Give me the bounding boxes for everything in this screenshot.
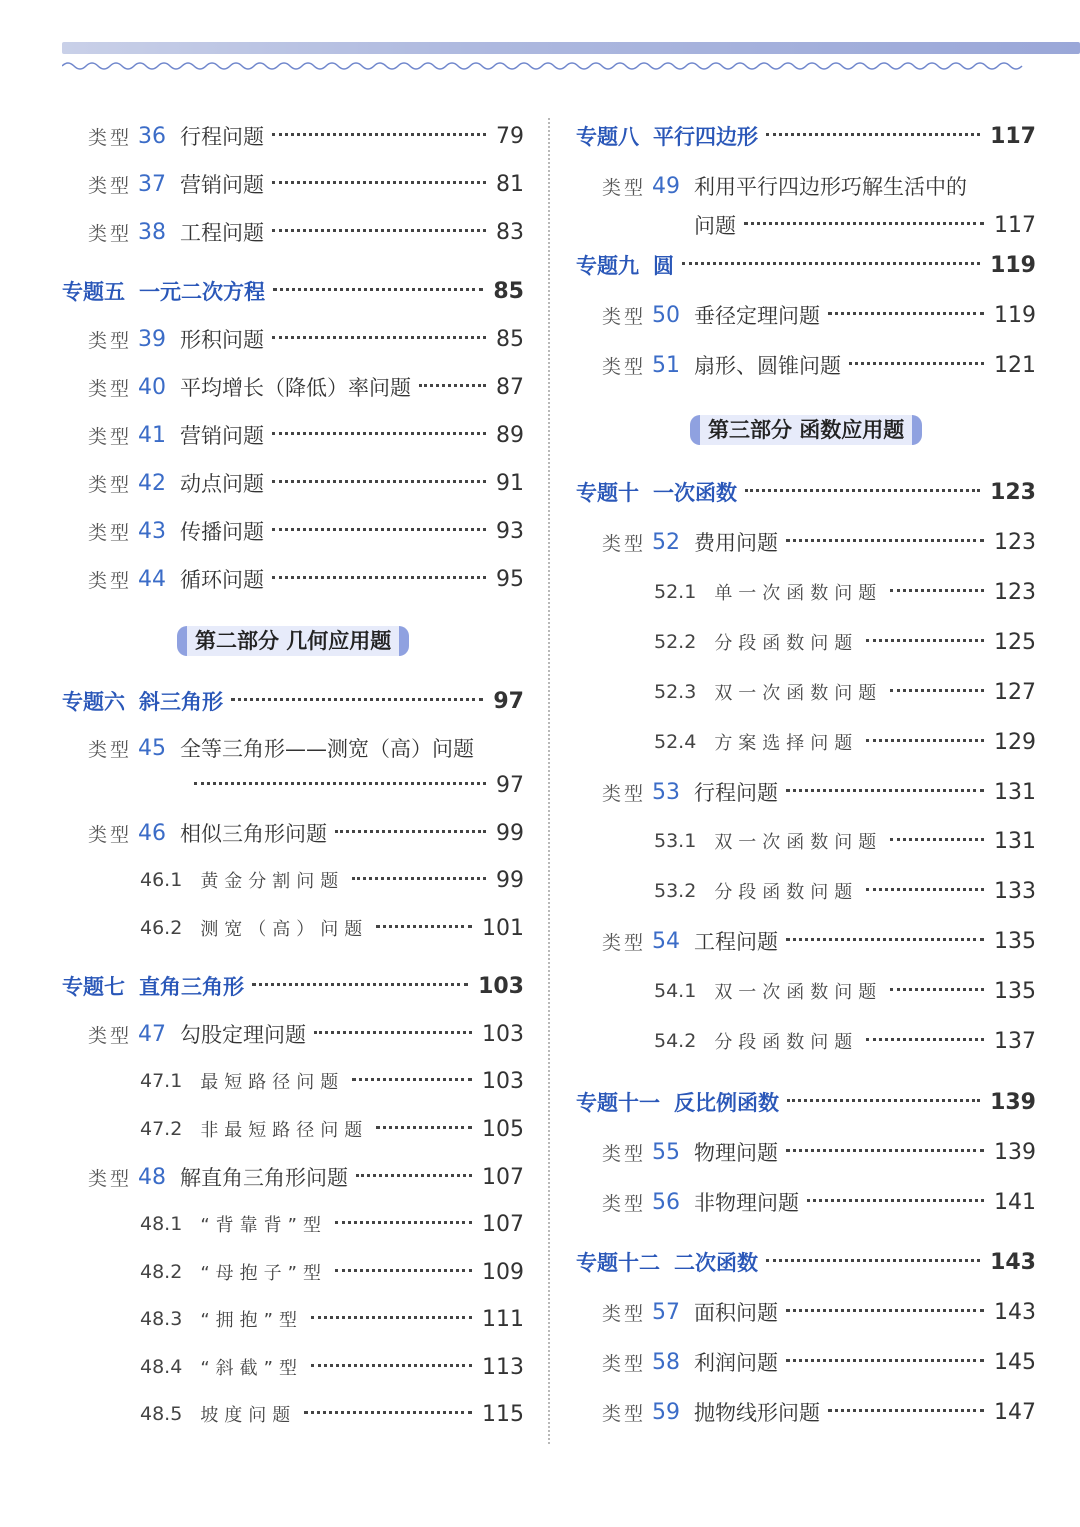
topic-title: 反比例函数 bbox=[674, 1091, 779, 1115]
page-number: 143 bbox=[994, 1299, 1036, 1325]
dot-leader bbox=[786, 1359, 984, 1362]
topic-heading bbox=[576, 1087, 779, 1117]
page-number: 95 bbox=[496, 566, 524, 592]
type-number: 54 bbox=[652, 928, 681, 954]
page-number: 121 bbox=[994, 352, 1036, 378]
topic-heading bbox=[576, 250, 674, 280]
type-title: 勾股定理问题 bbox=[180, 1023, 307, 1047]
type-title: 循环问题 bbox=[180, 568, 265, 592]
topic-title: 一次函数 bbox=[653, 481, 737, 505]
page-number: 97 bbox=[496, 772, 524, 798]
type-label: 类型 bbox=[88, 126, 133, 149]
dot-leader bbox=[272, 528, 486, 531]
toc-subentry[interactable] bbox=[140, 1299, 524, 1339]
page-number: 111 bbox=[482, 1306, 524, 1332]
part-heading bbox=[177, 624, 409, 658]
type-title: 扇形、圆锥问题 bbox=[694, 354, 842, 378]
topic-code: 专题十 bbox=[576, 481, 639, 505]
sub-title: 分段函数问题 bbox=[714, 1032, 859, 1053]
type-number: 50 bbox=[652, 302, 681, 328]
type-label: 类型 bbox=[602, 355, 647, 378]
sub-title: “拥抱”型 bbox=[200, 1310, 303, 1331]
type-number: 39 bbox=[138, 326, 167, 352]
type-title: 利润问题 bbox=[694, 1351, 779, 1375]
topic-title: 平行四边形 bbox=[653, 125, 758, 149]
topic-heading bbox=[62, 971, 244, 1001]
page-number: 119 bbox=[994, 302, 1036, 328]
type-title: 垂径定理问题 bbox=[694, 304, 821, 328]
dot-leader bbox=[786, 789, 984, 792]
type-number: 41 bbox=[138, 422, 167, 448]
page-number: 81 bbox=[496, 171, 524, 197]
sub-number: 48.2 bbox=[140, 1261, 183, 1283]
type-label: 类型 bbox=[88, 425, 133, 448]
toc-topic-entry[interactable] bbox=[576, 472, 1036, 512]
sub-title: 黄金分割问题 bbox=[200, 871, 345, 892]
dot-leader bbox=[194, 782, 486, 785]
page-number: 117 bbox=[990, 123, 1036, 149]
topic-heading bbox=[62, 276, 265, 306]
toc-subentry[interactable] bbox=[140, 1109, 524, 1149]
toc-subentry[interactable] bbox=[140, 1252, 524, 1292]
sub-number: 48.3 bbox=[140, 1308, 183, 1330]
topic-code: 专题五 bbox=[62, 280, 125, 304]
type-title: 非物理问题 bbox=[694, 1191, 800, 1215]
type-title: 物理问题 bbox=[694, 1141, 779, 1165]
page-number: 135 bbox=[994, 978, 1036, 1004]
continuation-text: 问题 bbox=[694, 214, 736, 238]
type-number: 36 bbox=[138, 123, 167, 149]
page-number: 103 bbox=[482, 1068, 524, 1094]
dot-leader bbox=[272, 432, 486, 435]
page-number: 131 bbox=[994, 828, 1036, 854]
dot-leader bbox=[272, 229, 486, 232]
type-title: 相似三角形问题 bbox=[180, 822, 328, 846]
type-number: 37 bbox=[138, 171, 167, 197]
toc-subentry[interactable] bbox=[654, 572, 1036, 612]
page-number: 145 bbox=[994, 1349, 1036, 1375]
dot-leader bbox=[272, 480, 486, 483]
type-title: 利用平行四边形巧解生活中的 bbox=[694, 175, 968, 199]
page-number: 123 bbox=[994, 579, 1036, 605]
toc-type-entry[interactable] bbox=[602, 1132, 1036, 1172]
type-title: 抛物线形问题 bbox=[694, 1401, 821, 1425]
page-number: 99 bbox=[496, 820, 524, 846]
dot-leader bbox=[352, 877, 486, 880]
sub-number: 48.5 bbox=[140, 1403, 183, 1425]
wavy-rule bbox=[62, 60, 1080, 72]
type-label: 类型 bbox=[602, 931, 647, 954]
type-label: 类型 bbox=[88, 521, 133, 544]
dot-leader bbox=[231, 698, 483, 701]
dot-leader bbox=[787, 1099, 980, 1102]
sub-title: 分段函数问题 bbox=[714, 633, 859, 654]
page-number: 113 bbox=[482, 1354, 524, 1380]
toc-subentry[interactable] bbox=[140, 1061, 524, 1101]
sub-title: 最短路径问题 bbox=[200, 1072, 345, 1093]
toc-type-entry[interactable] bbox=[88, 511, 524, 551]
type-label: 类型 bbox=[602, 1402, 647, 1425]
type-number: 53 bbox=[652, 779, 681, 805]
type-number: 56 bbox=[652, 1189, 681, 1215]
page-number: 131 bbox=[994, 779, 1036, 805]
dot-leader bbox=[356, 1174, 472, 1177]
dot-leader bbox=[352, 1078, 472, 1081]
type-label: 类型 bbox=[602, 782, 647, 805]
toc-type-entry[interactable] bbox=[88, 1157, 524, 1197]
toc-type-entry[interactable] bbox=[602, 1182, 1036, 1222]
page-number: 141 bbox=[994, 1189, 1036, 1215]
page-number: 103 bbox=[482, 1021, 524, 1047]
dot-leader bbox=[828, 1409, 984, 1412]
banner-cap-left bbox=[177, 626, 187, 656]
toc-topic-entry[interactable] bbox=[576, 245, 1036, 285]
sub-title: 坡度问题 bbox=[200, 1405, 297, 1426]
page-number: 137 bbox=[994, 1028, 1036, 1054]
sub-number: 47.2 bbox=[140, 1118, 183, 1140]
type-number: 59 bbox=[652, 1399, 681, 1425]
page-number: 97 bbox=[493, 688, 524, 714]
page-number: 135 bbox=[994, 928, 1036, 954]
toc-type-entry[interactable] bbox=[88, 319, 524, 359]
dot-leader bbox=[786, 539, 984, 542]
page-number: 83 bbox=[496, 219, 524, 245]
page-number: 123 bbox=[990, 479, 1036, 505]
toc-topic-entry[interactable] bbox=[576, 116, 1036, 156]
sub-number: 52.4 bbox=[654, 731, 697, 753]
type-label: 类型 bbox=[88, 329, 133, 352]
sub-title: 双一次函数问题 bbox=[714, 683, 883, 704]
type-title: 营销问题 bbox=[180, 424, 265, 448]
type-title: 形积问题 bbox=[180, 328, 265, 352]
type-label: 类型 bbox=[88, 1167, 133, 1190]
dot-leader bbox=[866, 1038, 984, 1041]
dot-leader bbox=[890, 988, 984, 991]
toc-topic-entry[interactable] bbox=[62, 271, 524, 311]
sub-title: 双一次函数问题 bbox=[714, 982, 883, 1003]
page-number: 85 bbox=[496, 326, 524, 352]
toc-continuation[interactable] bbox=[186, 765, 524, 805]
type-title: 平均增长（降低）率问题 bbox=[180, 376, 412, 400]
page-number: 101 bbox=[482, 915, 524, 941]
toc-type-entry[interactable] bbox=[88, 463, 524, 503]
toc-subentry[interactable] bbox=[654, 1021, 1036, 1061]
sub-number: 46.2 bbox=[140, 917, 183, 939]
toc-subentry[interactable] bbox=[654, 722, 1036, 762]
type-number: 45 bbox=[138, 735, 167, 761]
toc-type-entry[interactable] bbox=[602, 345, 1036, 385]
dot-leader bbox=[786, 938, 984, 941]
toc-subentry[interactable] bbox=[654, 821, 1036, 861]
page-number: 139 bbox=[990, 1089, 1036, 1115]
page-number: 107 bbox=[482, 1164, 524, 1190]
topic-title: 一元二次方程 bbox=[139, 280, 265, 304]
dot-leader bbox=[252, 983, 468, 986]
page-number: 147 bbox=[994, 1399, 1036, 1425]
page-number: 143 bbox=[990, 1249, 1036, 1275]
type-label: 类型 bbox=[602, 532, 647, 555]
page-number: 85 bbox=[493, 278, 524, 304]
toc-type-entry[interactable] bbox=[88, 164, 524, 204]
banner-cap-left bbox=[690, 415, 700, 445]
column-divider bbox=[548, 118, 550, 1444]
dot-leader bbox=[376, 1126, 472, 1129]
page-number: 103 bbox=[478, 973, 524, 999]
type-number: 55 bbox=[652, 1139, 681, 1165]
topic-heading bbox=[576, 1247, 758, 1277]
toc-subentry[interactable] bbox=[140, 1204, 524, 1244]
sub-number: 52.3 bbox=[654, 681, 697, 703]
page-number: 91 bbox=[496, 470, 524, 496]
dot-leader bbox=[272, 336, 486, 339]
type-number: 51 bbox=[652, 352, 681, 378]
topic-code: 专题八 bbox=[576, 125, 639, 149]
topic-heading bbox=[62, 686, 223, 716]
topic-code: 专题九 bbox=[576, 254, 639, 278]
dot-leader bbox=[376, 925, 472, 928]
page-number: 133 bbox=[994, 878, 1036, 904]
toc-type-entry[interactable] bbox=[88, 559, 524, 599]
type-label: 类型 bbox=[88, 473, 133, 496]
sub-title: 分段函数问题 bbox=[714, 882, 859, 903]
page-number: 123 bbox=[994, 529, 1036, 555]
toc-type-entry[interactable] bbox=[88, 116, 524, 156]
page-number: 115 bbox=[482, 1401, 524, 1427]
page-number: 119 bbox=[990, 252, 1036, 278]
sub-title: 非最短路径问题 bbox=[200, 1120, 369, 1141]
page-number: 93 bbox=[496, 518, 524, 544]
type-number: 42 bbox=[138, 470, 167, 496]
sub-title: “斜截”型 bbox=[200, 1358, 303, 1379]
type-label: 类型 bbox=[602, 1192, 647, 1215]
dot-leader bbox=[744, 222, 984, 225]
type-label: 类型 bbox=[602, 1142, 647, 1165]
dot-leader bbox=[828, 312, 984, 315]
dot-leader bbox=[335, 1221, 472, 1224]
toc-topic-entry[interactable] bbox=[576, 1242, 1036, 1282]
sub-number: 52.1 bbox=[654, 581, 697, 603]
dot-leader bbox=[807, 1199, 984, 1202]
page-number: 139 bbox=[994, 1139, 1036, 1165]
toc-type-entry[interactable] bbox=[88, 728, 524, 768]
dot-leader bbox=[273, 288, 483, 291]
toc-subentry[interactable] bbox=[140, 1347, 524, 1387]
type-number: 57 bbox=[652, 1299, 681, 1325]
dot-leader bbox=[272, 133, 486, 136]
dot-leader bbox=[849, 362, 984, 365]
part-heading bbox=[690, 413, 922, 447]
toc-type-entry[interactable] bbox=[602, 1392, 1036, 1432]
sub-number: 47.1 bbox=[140, 1070, 183, 1092]
dot-leader bbox=[890, 689, 984, 692]
part-title: 第二部分 几何应用题 bbox=[187, 626, 399, 656]
toc-type-entry[interactable] bbox=[602, 1292, 1036, 1332]
toc-subentry[interactable] bbox=[654, 871, 1036, 911]
sub-number: 52.2 bbox=[654, 631, 697, 653]
toc-type-entry[interactable] bbox=[88, 367, 524, 407]
sub-number: 54.1 bbox=[654, 980, 697, 1002]
type-title: 工程问题 bbox=[180, 221, 265, 245]
page-number: 89 bbox=[496, 422, 524, 448]
type-label: 类型 bbox=[88, 174, 133, 197]
page-number: 125 bbox=[994, 629, 1036, 655]
type-label: 类型 bbox=[88, 569, 133, 592]
page-number: 117 bbox=[994, 212, 1036, 238]
part-title: 第三部分 函数应用题 bbox=[700, 415, 912, 445]
dot-leader bbox=[682, 262, 980, 265]
page-number: 109 bbox=[482, 1259, 524, 1285]
type-title: 营销问题 bbox=[180, 173, 265, 197]
type-title: 工程问题 bbox=[694, 930, 779, 954]
type-number: 58 bbox=[652, 1349, 681, 1375]
type-title: 面积问题 bbox=[694, 1301, 779, 1325]
page-number: 107 bbox=[482, 1211, 524, 1237]
type-label: 类型 bbox=[602, 1352, 647, 1375]
page-number: 127 bbox=[994, 679, 1036, 705]
topic-code: 专题七 bbox=[62, 975, 125, 999]
type-label: 类型 bbox=[88, 377, 133, 400]
toc-type-entry[interactable] bbox=[602, 166, 1036, 206]
dot-leader bbox=[866, 739, 984, 742]
type-number: 43 bbox=[138, 518, 167, 544]
toc-type-entry[interactable] bbox=[602, 921, 1036, 961]
sub-number: 54.2 bbox=[654, 1030, 697, 1052]
sub-title: “背靠背”型 bbox=[200, 1215, 327, 1236]
sub-title: “母抱子”型 bbox=[200, 1263, 327, 1284]
dot-leader bbox=[786, 1309, 984, 1312]
dot-leader bbox=[335, 1269, 472, 1272]
dot-leader bbox=[890, 838, 984, 841]
toc-type-entry[interactable] bbox=[602, 522, 1036, 562]
dot-leader bbox=[335, 830, 486, 833]
type-number: 38 bbox=[138, 219, 167, 245]
type-title: 行程问题 bbox=[694, 781, 779, 805]
sub-number: 53.1 bbox=[654, 830, 697, 852]
type-title: 动点问题 bbox=[180, 472, 265, 496]
type-number: 49 bbox=[652, 173, 681, 199]
sub-number: 48.1 bbox=[140, 1213, 183, 1235]
page-number: 129 bbox=[994, 729, 1036, 755]
page-number: 105 bbox=[482, 1116, 524, 1142]
toc-topic-entry[interactable] bbox=[62, 681, 524, 721]
type-label: 类型 bbox=[88, 823, 133, 846]
banner-cap-right bbox=[912, 415, 922, 445]
dot-leader bbox=[766, 1259, 980, 1262]
sub-title: 单一次函数问题 bbox=[714, 583, 883, 604]
type-label: 类型 bbox=[602, 176, 647, 199]
type-title: 费用问题 bbox=[694, 531, 779, 555]
dot-leader bbox=[304, 1411, 472, 1414]
type-label: 类型 bbox=[602, 305, 647, 328]
toc-type-entry[interactable] bbox=[88, 813, 524, 853]
type-number: 44 bbox=[138, 566, 167, 592]
topic-title: 直角三角形 bbox=[139, 975, 244, 999]
dot-leader bbox=[866, 888, 984, 891]
type-title: 行程问题 bbox=[180, 125, 265, 149]
toc-type-entry[interactable] bbox=[88, 415, 524, 455]
page-number: 87 bbox=[496, 374, 524, 400]
type-number: 48 bbox=[138, 1164, 167, 1190]
toc-topic-entry[interactable] bbox=[62, 966, 524, 1006]
dot-leader bbox=[311, 1316, 472, 1319]
banner-cap-right bbox=[399, 626, 409, 656]
toc-subentry[interactable] bbox=[140, 860, 524, 900]
type-title: 解直角三角形问题 bbox=[180, 1166, 349, 1190]
topic-title: 斜三角形 bbox=[139, 690, 223, 714]
sub-title: 双一次函数问题 bbox=[714, 832, 883, 853]
topic-heading bbox=[576, 121, 758, 151]
dot-leader bbox=[745, 489, 980, 492]
type-label: 类型 bbox=[88, 738, 133, 761]
type-label: 类型 bbox=[602, 1302, 647, 1325]
type-label: 类型 bbox=[88, 1024, 133, 1047]
toc-subentry[interactable] bbox=[654, 971, 1036, 1011]
topic-title: 二次函数 bbox=[674, 1251, 758, 1275]
type-number: 47 bbox=[138, 1021, 167, 1047]
topic-heading bbox=[576, 477, 737, 507]
page-number: 79 bbox=[496, 123, 524, 149]
toc-continuation[interactable] bbox=[694, 205, 1036, 245]
dot-leader bbox=[866, 639, 984, 642]
toc-subentry[interactable] bbox=[654, 672, 1036, 712]
sub-number: 53.2 bbox=[654, 880, 697, 902]
toc-type-entry[interactable] bbox=[602, 772, 1036, 812]
toc-subentry[interactable] bbox=[654, 622, 1036, 662]
topic-title: 圆 bbox=[653, 254, 674, 278]
dot-leader bbox=[419, 384, 486, 387]
dot-leader bbox=[786, 1149, 984, 1152]
type-number: 52 bbox=[652, 529, 681, 555]
sub-title: 方案选择问题 bbox=[714, 733, 859, 754]
dot-leader bbox=[314, 1031, 472, 1034]
dot-leader bbox=[272, 181, 486, 184]
dot-leader bbox=[890, 589, 984, 592]
toc-subentry[interactable] bbox=[140, 1394, 524, 1434]
sub-number: 46.1 bbox=[140, 869, 183, 891]
toc-type-entry[interactable] bbox=[602, 1342, 1036, 1382]
type-title: 全等三角形——测宽（高）问题 bbox=[180, 737, 475, 761]
toc-type-entry[interactable] bbox=[602, 295, 1036, 335]
toc-topic-entry[interactable] bbox=[576, 1082, 1036, 1122]
dot-leader bbox=[766, 133, 980, 136]
type-label: 类型 bbox=[88, 222, 133, 245]
toc-subentry[interactable] bbox=[140, 908, 524, 948]
topic-code: 专题十一 bbox=[576, 1091, 660, 1115]
dot-leader bbox=[311, 1364, 472, 1367]
topic-code: 专题十二 bbox=[576, 1251, 660, 1275]
type-number: 46 bbox=[138, 820, 167, 846]
top-decorative-band bbox=[62, 42, 1080, 54]
toc-type-entry[interactable] bbox=[88, 1014, 524, 1054]
type-title: 传播问题 bbox=[180, 520, 265, 544]
page-number: 99 bbox=[496, 867, 524, 893]
dot-leader bbox=[272, 576, 486, 579]
sub-title: 测宽（高）问题 bbox=[200, 919, 369, 940]
sub-number: 48.4 bbox=[140, 1356, 183, 1378]
toc-type-entry[interactable] bbox=[88, 212, 524, 252]
topic-code: 专题六 bbox=[62, 690, 125, 714]
type-number: 40 bbox=[138, 374, 167, 400]
